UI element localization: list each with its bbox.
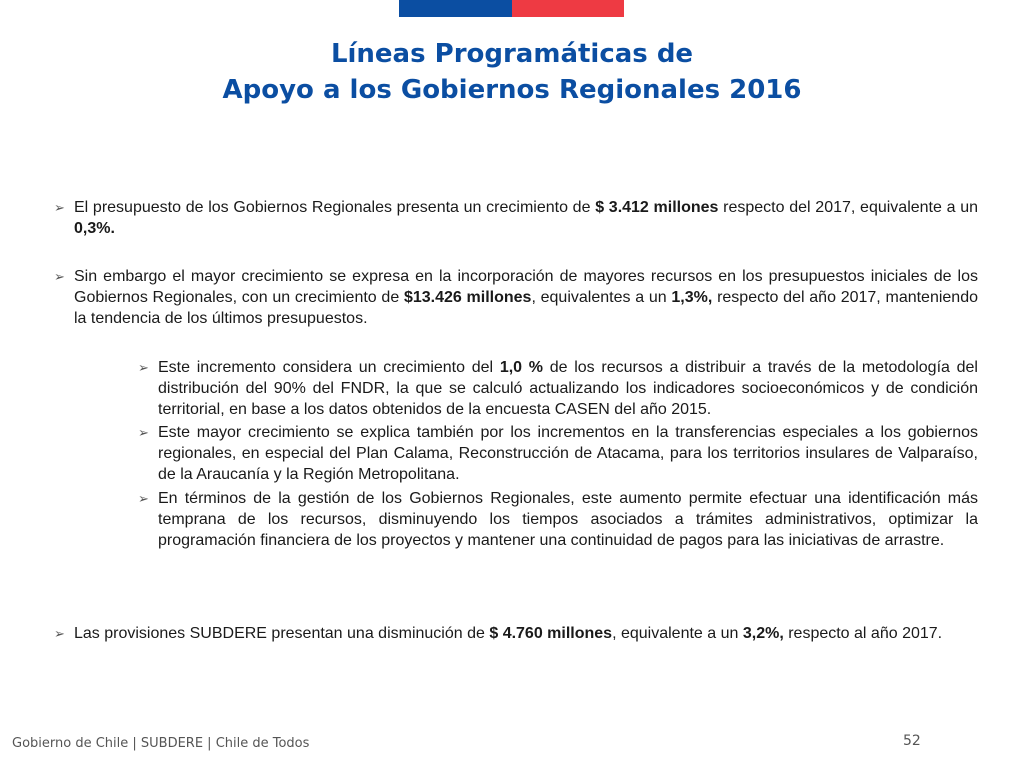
flag-red-stripe: [512, 0, 624, 17]
bullet-text-run: , equivalente a un: [612, 625, 743, 642]
sub-bullet-management: [138, 488, 978, 551]
bullet-text: [74, 197, 978, 239]
flag-blue-stripe: [399, 0, 512, 17]
bullet-text-bold-run: $ 4.760 millones: [489, 625, 613, 642]
bullet-subdere-provisions: [54, 623, 978, 644]
bullet-text-run: , equivalentes a un: [531, 289, 672, 306]
sub-bullet-special-transfers: [138, 422, 978, 485]
slide-title-line-1: Líneas Programáticas de: [330, 39, 694, 69]
bullet-text-run: Las provisiones SUBDERE presentan una disminución de: [74, 625, 490, 642]
arrowhead-bullet-icon: ➢: [54, 626, 65, 641]
bullet-budget-growth: [54, 197, 979, 239]
bullet-text-run: respecto del año 2017, manteniendo la tendencia de los últimos presupuestos.: [74, 289, 979, 327]
bullet-text: [158, 422, 978, 485]
footer-text: Gobierno de Chile | SUBDERE | Chile de Todos: [12, 736, 310, 751]
sub-bullet-fndr-distribution: [138, 357, 978, 420]
bullet-text: [74, 623, 978, 644]
arrowhead-bullet-icon: ➢: [54, 269, 65, 284]
bullet-text-bold-run: 3,2%,: [742, 625, 784, 642]
arrowhead-bullet-icon: ➢: [138, 491, 149, 506]
bullet-text: [158, 357, 978, 420]
page-number: 52: [903, 733, 921, 749]
bullet-text-bold-run: 0,3%.: [74, 220, 115, 237]
bullet-text-run: de los recursos a distribuir a través de la metodología del distribución del 90% del FNDR, la que se calculó actualizando los indicadores socioeconómicos y de condición territorial, en base a los datos obtenidos de la encuesta CASEN del año 2015.: [158, 359, 978, 418]
bullet-text-bold-run: 1,0 %: [499, 359, 543, 376]
bullet-text-run: En términos de la gestión de los Gobiernos Regionales, este aumento permite efectuar una identificación más temprana de los recursos, disminuyendo los tiempos asociados a trámites administrativos, optimizar la programación financiera de los proyectos y mantener una continuidad de pagos para las iniciativas de arrastre.: [158, 490, 978, 549]
bullet-text: [158, 488, 978, 551]
bullet-text-run: El presupuesto de los Gobiernos Regionales presenta un crecimiento de: [74, 199, 596, 216]
bullet-text: [74, 266, 978, 329]
arrowhead-bullet-icon: ➢: [138, 425, 149, 440]
bullet-initial-budget-growth: [54, 266, 979, 329]
slide-title-line-2: Apoyo a los Gobiernos Regionales 2016: [222, 75, 802, 105]
bullet-text-run: respecto del 2017, equivalente a un: [718, 199, 979, 216]
bullet-text-bold-run: 1,3%,: [671, 289, 713, 306]
arrowhead-bullet-icon: ➢: [138, 360, 149, 375]
flag-bar: [399, 0, 624, 17]
slide-title: [0, 36, 1024, 108]
bullet-text-run: Sin embargo el mayor crecimiento se expresa en la incorporación de mayores recursos en los presupuestos iniciales de los Gobiernos Regionales, con un crecimiento de: [74, 268, 978, 306]
bullet-text-bold-run: $ 3.412 millones: [595, 199, 719, 216]
bullet-text-run: Este incremento considera un crecimiento del: [158, 359, 500, 376]
bullet-text-bold-run: $13.426 millones: [403, 289, 532, 306]
arrowhead-bullet-icon: ➢: [54, 200, 65, 215]
bullet-text-run: respecto al año 2017.: [783, 625, 943, 642]
bullet-text-run: Este mayor crecimiento se explica también por los incrementos en la transferencias especiales a los gobiernos regionales, en especial del Plan Calama, Reconstrucción de Atacama, para los territorios insulares de Valparaíso, de la Araucanía y la Región Metropolitana.: [158, 424, 978, 483]
